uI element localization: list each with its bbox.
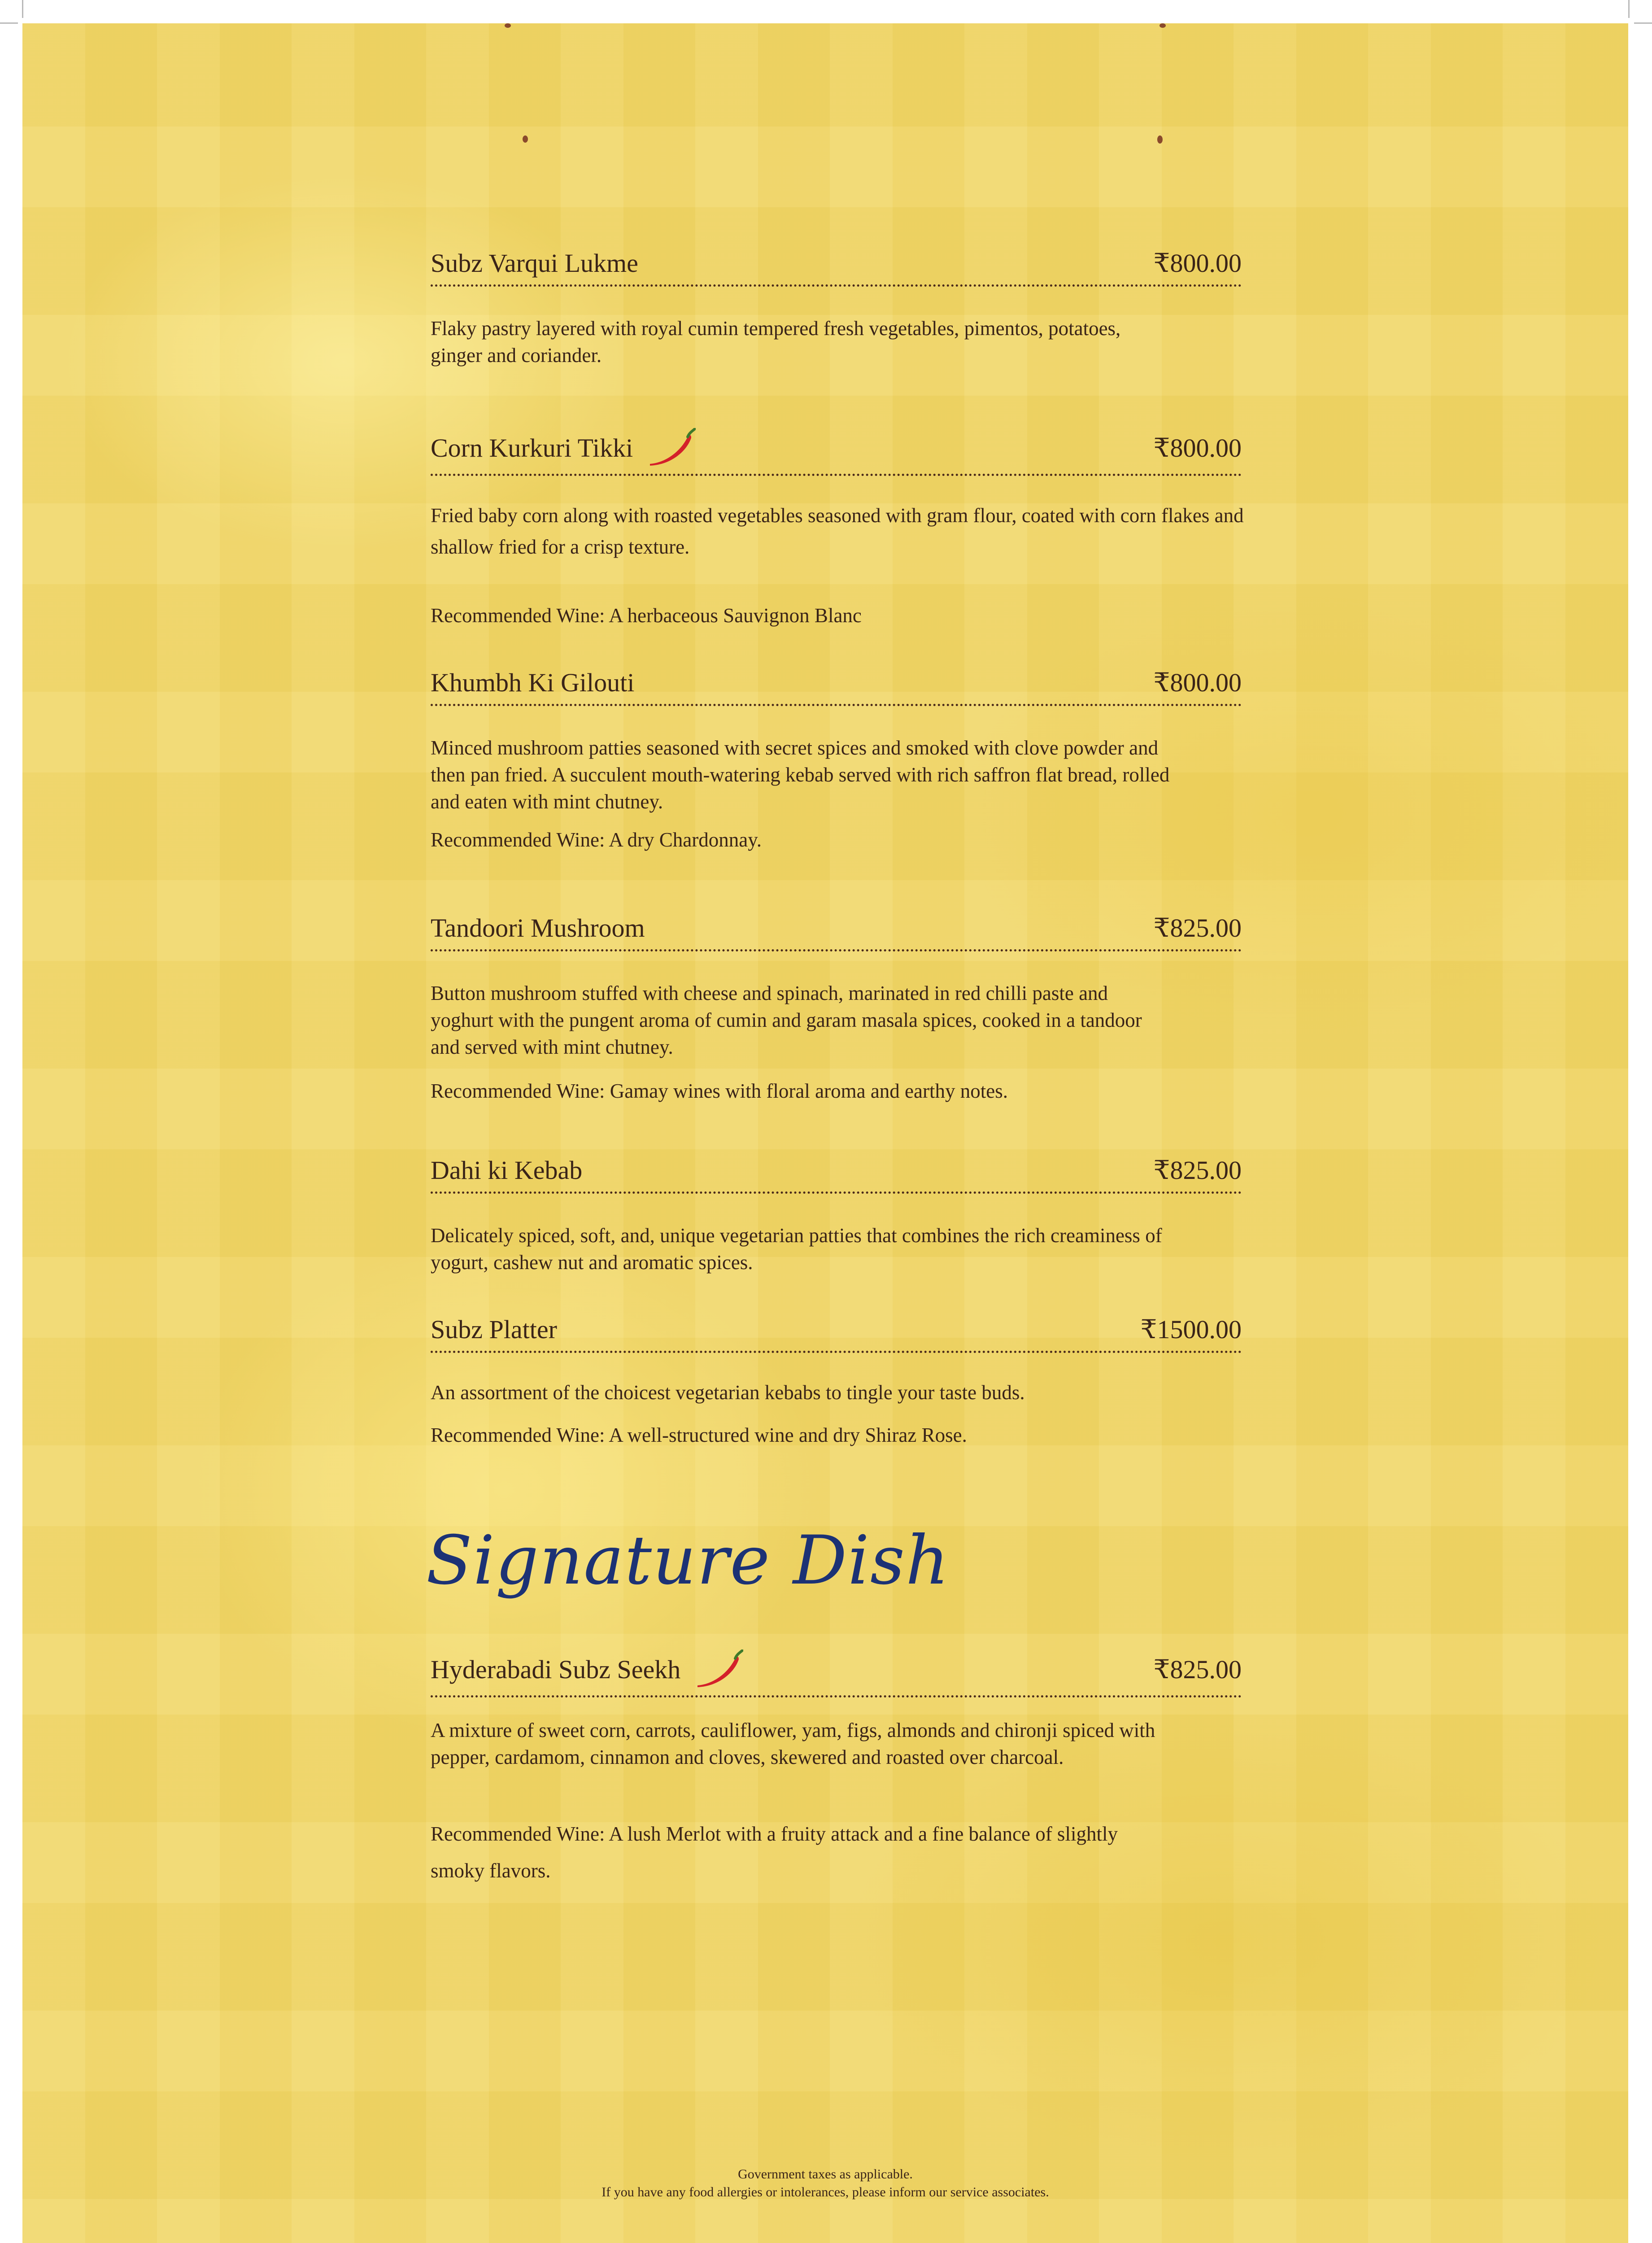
item-name: Khumbh Ki Gilouti	[431, 668, 635, 697]
item-wine-recommendation: Recommended Wine: A dry Chardonnay.	[431, 829, 762, 851]
item-price: ₹800.00	[1153, 668, 1242, 697]
item-wine-recommendation: Recommended Wine: A herbaceous Sauvignon Blanc	[431, 604, 862, 627]
paper-speck	[523, 135, 528, 143]
chili-icon	[694, 1650, 743, 1690]
menu-item-khumbh-ki-gilouti	[431, 667, 1242, 706]
paper-speck	[1159, 23, 1166, 28]
menu-item-tandoori-mushroom	[431, 912, 1242, 951]
item-name: Hyderabadi Subz Seekh	[431, 1650, 743, 1690]
item-description: An assortment of the choicest vegetarian kebabs to tingle your taste buds.	[431, 1381, 1025, 1404]
menu-page	[22, 23, 1628, 2243]
item-price: ₹1500.00	[1140, 1315, 1242, 1344]
menu-item-corn-kurkuri-tikki	[431, 428, 1242, 476]
item-price: ₹800.00	[1153, 249, 1242, 278]
item-description: Delicately spiced, soft, and, unique vegetarian patties that combines the rich creaminess of yogurt, cashew nut and aromatic spices.	[431, 1224, 1162, 1274]
item-price: ₹825.00	[1153, 913, 1242, 943]
item-name: Corn Kurkuri Tikki	[431, 428, 696, 468]
item-price: ₹800.00	[1153, 433, 1242, 463]
crop-mark-top-right-h	[1634, 22, 1652, 24]
signature-dish-heading: Signature Dish	[426, 1522, 950, 1600]
item-description: Fried baby corn along with roasted vegetables seasoned with gram flour, coated with corn flakes and shallow fried for a crisp texture.	[431, 504, 1244, 558]
item-wine-recommendation: Recommended Wine: A lush Merlot with a fruity attack and a fine balance of slightly smoky flavors.	[431, 1823, 1118, 1882]
crop-mark-top-left	[22, 0, 23, 18]
menu-item-hyderabadi-subz-seekh	[431, 1650, 1242, 1698]
item-description: Minced mushroom patties seasoned with secret spices and smoked with clove powder and then pan fried. A succulent mouth-watering kebab served with rich saffron flat bread, rolled and eaten with mint chutney.	[431, 737, 1170, 813]
paper-speck	[1157, 135, 1163, 144]
footer-allergy-line: If you have any food allergies or intolerances, please inform our service associates.	[602, 2185, 1049, 2199]
chili-icon	[646, 428, 696, 468]
item-description: A mixture of sweet corn, carrots, cauliflower, yam, figs, almonds and chironji spiced with pepper, cardamom, cinnamon and cloves, skewered and roasted over charcoal.	[431, 1719, 1155, 1768]
menu-item-dahi-ki-kebab	[431, 1155, 1242, 1194]
item-description: Flaky pastry layered with royal cumin tempered fresh vegetables, pimentos, potatoes, ginger and coriander.	[431, 317, 1121, 367]
item-wine-recommendation: Recommended Wine: A well-structured wine and dry Shiraz Rose.	[431, 1424, 967, 1446]
paper-speck	[505, 23, 511, 28]
menu-item-subz-varqui-lukme	[431, 248, 1242, 287]
item-wine-recommendation: Recommended Wine: Gamay wines with floral aroma and earthy notes.	[431, 1080, 1008, 1102]
item-description: Button mushroom stuffed with cheese and spinach, marinated in red chilli paste and yoghurt with the pungent aroma of cumin and garam masala spices, cooked in a tandoor and served with mint chutney.	[431, 982, 1142, 1058]
item-price: ₹825.00	[1153, 1655, 1242, 1684]
crop-mark-top-right	[1628, 0, 1630, 18]
footer-tax-line: Government taxes as applicable.	[738, 2167, 913, 2182]
item-name: Dahi ki Kebab	[431, 1156, 583, 1185]
item-name: Subz Platter	[431, 1315, 557, 1344]
footer-note	[22, 2165, 1628, 2201]
menu-item-subz-platter	[431, 1314, 1242, 1353]
item-price: ₹825.00	[1153, 1156, 1242, 1185]
item-name: Subz Varqui Lukme	[431, 249, 638, 278]
crop-mark-top-left-h	[0, 22, 18, 24]
item-name: Tandoori Mushroom	[431, 913, 645, 943]
